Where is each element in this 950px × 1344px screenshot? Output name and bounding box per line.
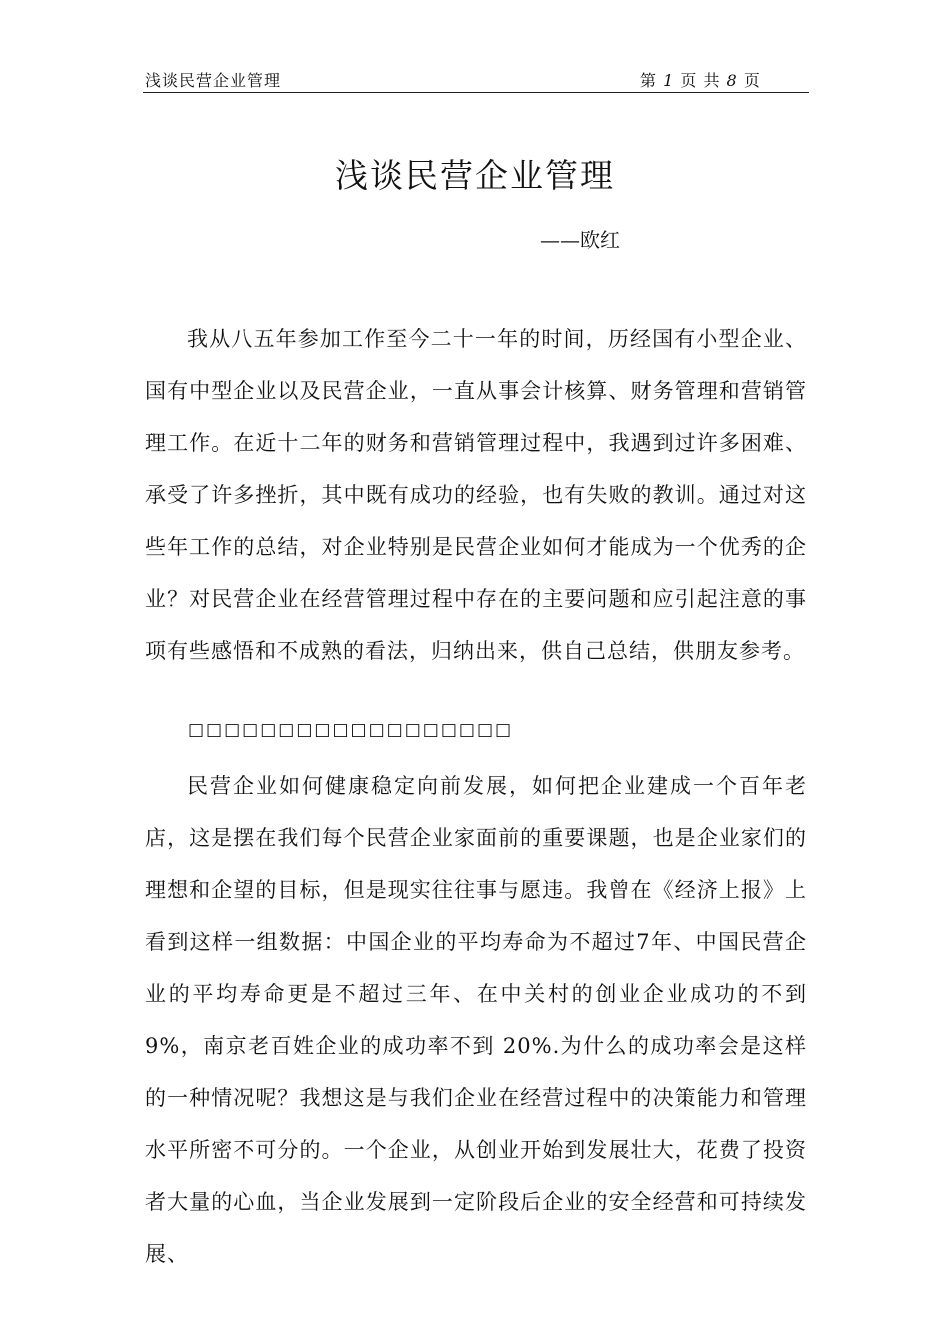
page-current: 1 — [663, 71, 675, 90]
document-author: ——欧红 — [540, 228, 620, 252]
page-suffix: 页 — [737, 71, 761, 90]
running-header — [143, 66, 809, 93]
page-middle: 页 共 — [674, 71, 727, 90]
paragraph-body: 民营企业如何健康稳定向前发展，如何把企业建成一个百年老店，这是摆在我们每个民营企业家面前的重要课题，也是企业家们的理想和企望的目标，但是现实往往事与愿违。我曾在《经济上报》上看到这样一组数据：中国企业的平均寿命为不超过7年、中国民营企业的平均寿命更是不超过三年、在中关村的创业企业成功的不到9%，南京老百姓企业的成功率不到 20%.为什么的成功率会是这样的一种情况呢？我想这是与我们企业在经营过程中的决策能力和管理水平所密不可分的。一个企业，从创业开始到发展壮大，花费了投资者大量的心血，当企业发展到一定阶段后企业的安全经营和可持续发展、 — [145, 774, 807, 1266]
paragraph-intro: 我从八五年参加工作至今二十一年的时间，历经国有小型企业、国有中型企业以及民营企业，一直从事会计核算、财务管理和营销管理工作。在近十二年的财务和营销管理过程中，我遇到过许多困难、承受了许多挫折，其中既有成功的经验，也有失败的教训。通过对这些年工作的总结，对企业特别是民营企业如何才能成为一个优秀的企业？对民营企业在经营管理过程中存在的主要问题和应引起注意的事项有些感悟和不成熟的看法，归纳出来，供自己总结，供朋友参考。 — [145, 327, 807, 663]
header-title: 浅谈民营企业管理 — [145, 71, 282, 90]
page-prefix: 第 — [640, 71, 664, 90]
page-total: 8 — [726, 71, 738, 90]
page-indicator — [640, 68, 761, 91]
section-heading: □□□□□□□□□□□□□□□□□□ — [188, 720, 514, 740]
document-title: 浅谈民营企业管理 — [335, 156, 615, 195]
